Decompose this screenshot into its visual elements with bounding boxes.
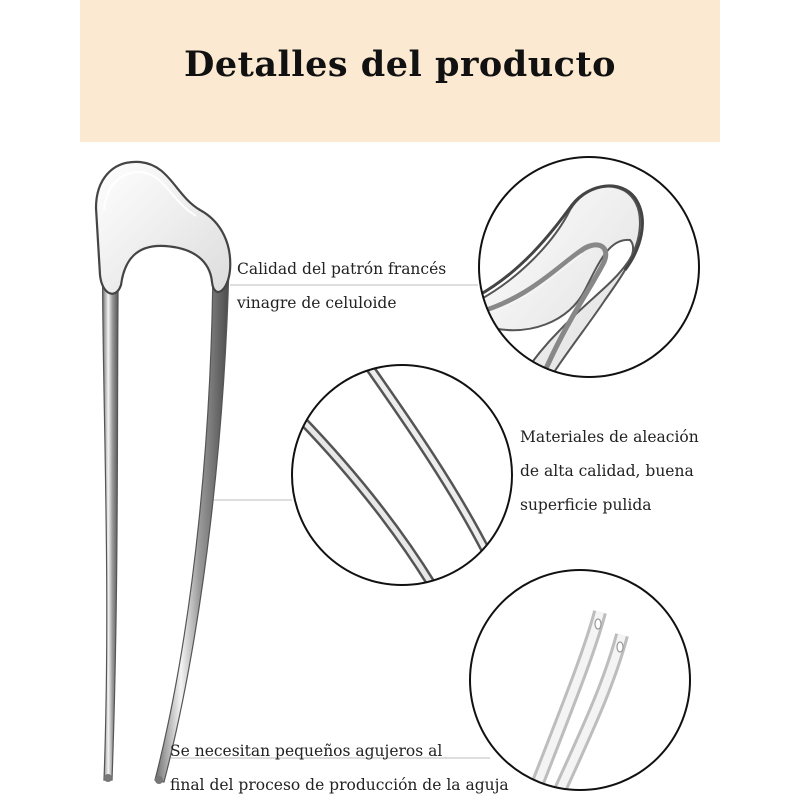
page-title: Detalles del producto <box>184 44 616 85</box>
hairpin-right-tip <box>155 776 163 784</box>
needle-hole-icon <box>617 642 623 652</box>
callout-alloy <box>520 420 699 522</box>
callout-line: final del proceso de producción de la aguja <box>170 776 509 794</box>
hairpin-main <box>96 162 230 784</box>
hairpin-right-prong <box>155 260 229 782</box>
zoom-circle-alloy <box>290 365 515 590</box>
hairpin-left-tip <box>104 774 112 782</box>
callout-line: Calidad del patrón francés <box>237 260 447 278</box>
callout-line: Materiales de aleación <box>520 428 699 446</box>
callout-celluloid <box>237 252 446 320</box>
callout-line: Se necesitan pequeños agujeros al <box>170 742 443 760</box>
callout-line: de alta calidad, buena <box>520 462 694 480</box>
callout-holes <box>170 734 509 802</box>
needle-hole-icon <box>595 619 601 629</box>
callout-line: vinagre de celuloide <box>237 294 397 312</box>
callout-line: superficie pulida <box>520 496 652 514</box>
zoom-circle-head <box>470 150 710 395</box>
